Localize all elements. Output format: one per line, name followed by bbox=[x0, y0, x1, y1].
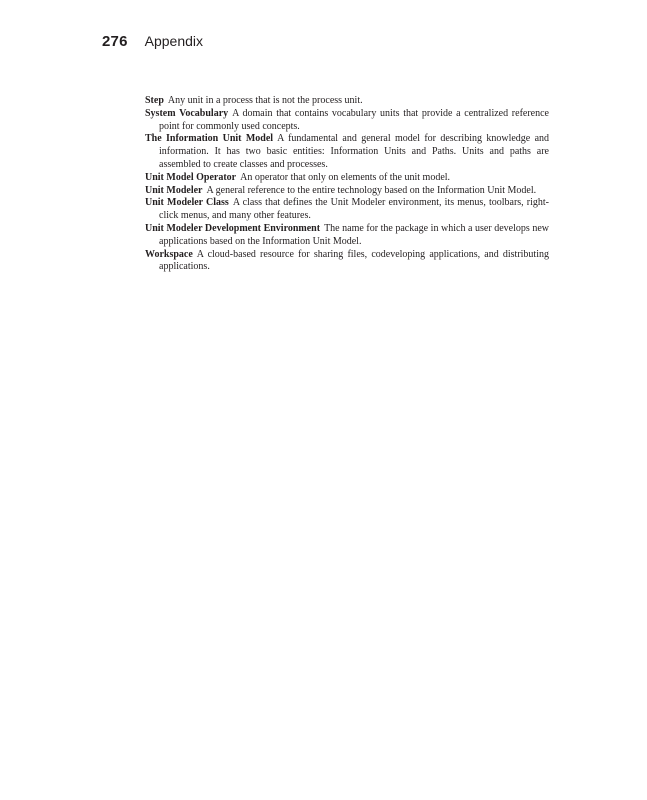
glossary-term: Unit Modeler Class bbox=[145, 197, 229, 209]
glossary-entry-workspace bbox=[145, 249, 549, 275]
page-number: 276 bbox=[102, 33, 128, 50]
glossary-entry-development-environment bbox=[145, 223, 549, 249]
glossary-definition: Any unit in a process that is not the process unit. bbox=[167, 95, 363, 106]
glossary-entry-system-vocabulary bbox=[145, 108, 549, 134]
glossary-term: System Vocabulary bbox=[145, 107, 229, 119]
glossary-entry-information-unit-model bbox=[145, 133, 549, 171]
glossary-entry-unit-modeler bbox=[145, 185, 549, 198]
glossary-term: The Information Unit Model bbox=[145, 133, 274, 145]
glossary-entry-step bbox=[145, 95, 549, 108]
glossary-list bbox=[145, 95, 549, 274]
section-title: Appendix bbox=[144, 33, 204, 49]
glossary-term: Workspace bbox=[145, 248, 193, 260]
glossary-term: Unit Model Operator bbox=[145, 171, 237, 183]
glossary-definition: A fundamental and general model for describing knowledge and information. It has two basic entities: Information Units and Paths. Units and paths are assembled to create classes and processes. bbox=[159, 133, 550, 170]
glossary-entry-unit-model-operator bbox=[145, 172, 549, 185]
glossary-definition: A class that defines the Unit Modeler environment, its menus, toolbars, right-click menus, and many other features. bbox=[159, 197, 549, 222]
page-header bbox=[102, 33, 203, 50]
glossary-definition: An operator that only on elements of the unit model. bbox=[240, 171, 451, 183]
glossary-definition: The name for the package in which a user develops new applications based on the Information Unit Model. bbox=[159, 222, 549, 247]
glossary-term: Unit Modeler bbox=[145, 184, 203, 196]
glossary-entry-unit-modeler-class bbox=[145, 197, 549, 223]
glossary-term: Step bbox=[145, 95, 164, 106]
glossary-definition: A cloud-based resource for sharing files, codeveloping applications, and distributing applications. bbox=[159, 248, 549, 273]
glossary-definition: A general reference to the entire technology based on the Information Unit Model. bbox=[206, 184, 537, 196]
glossary-definition: A domain that contains vocabulary units that provide a centralized reference point for commonly used concepts. bbox=[159, 107, 549, 132]
glossary-term: Unit Modeler Development Environment bbox=[145, 222, 321, 234]
